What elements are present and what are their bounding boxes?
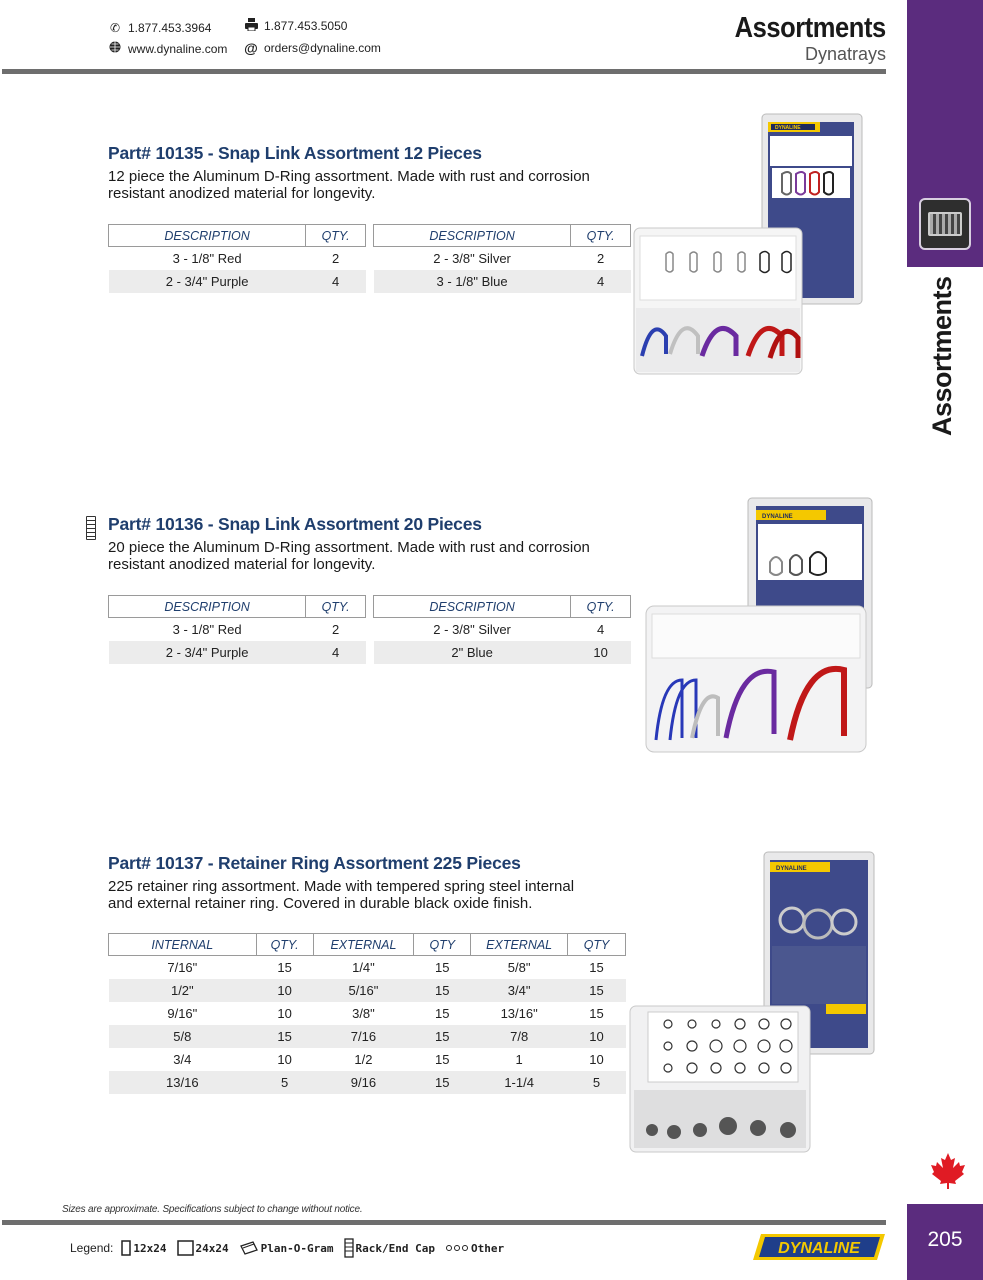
table-cell: 4 bbox=[306, 641, 366, 664]
dynaline-logo bbox=[753, 1234, 885, 1260]
table-header-row bbox=[374, 596, 631, 618]
rack-end-cap-icon bbox=[86, 516, 96, 540]
table-cell: 3 - 1/8" Red bbox=[172, 250, 242, 266]
part-description-10135 bbox=[108, 168, 648, 202]
table-header-row bbox=[109, 596, 366, 618]
disclaimer: Sizes are approximate. Specifications subject to change without notice. bbox=[62, 1204, 363, 1215]
table-row bbox=[109, 979, 626, 1002]
table-cell: 15 bbox=[568, 979, 626, 1002]
table-cell: 1-1/4 bbox=[471, 1071, 568, 1094]
tray-icon bbox=[919, 198, 971, 250]
table-cell: 15 bbox=[435, 959, 450, 975]
table-row bbox=[109, 1048, 626, 1071]
table-cell: 15 bbox=[435, 1051, 450, 1067]
maple-leaf-icon bbox=[931, 1153, 965, 1189]
fax-icon bbox=[244, 18, 258, 34]
table-cell: 2 - 3/4" Purple bbox=[109, 270, 306, 293]
footer-divider bbox=[2, 1220, 886, 1225]
svg-text:DYNALINE: DYNALINE bbox=[778, 1240, 860, 1257]
table-row bbox=[109, 247, 366, 270]
table-header-row bbox=[374, 225, 631, 247]
column-header: QTY bbox=[568, 934, 626, 956]
page-number: 205 bbox=[927, 1228, 963, 1251]
table-cell: 3/4" bbox=[471, 979, 568, 1002]
fax-contact bbox=[244, 18, 347, 34]
table-cell: 2 - 3/8" Silver bbox=[433, 621, 511, 637]
table-cell: 5 bbox=[568, 1071, 626, 1094]
column-header: DESCRIPTION bbox=[109, 596, 306, 618]
product-image-10136 bbox=[640, 488, 876, 756]
legend-label: Legend: bbox=[70, 1241, 114, 1255]
contents-table-10135-left bbox=[108, 224, 366, 293]
legend-item-label: 12x24 bbox=[133, 1241, 167, 1255]
table-cell: 2 - 3/8" Silver bbox=[433, 250, 511, 266]
plan-o-gram-icon bbox=[239, 1241, 259, 1255]
description-line: resistant anodized material for longevity. bbox=[108, 556, 376, 573]
table-cell: 15 bbox=[589, 959, 604, 975]
table-cell: 10 bbox=[571, 641, 631, 664]
fax-number: 1.877.453.5050 bbox=[264, 19, 348, 33]
column-header: QTY bbox=[414, 934, 471, 956]
column-header: DESCRIPTION bbox=[374, 225, 571, 247]
email-link[interactable]: orders@dynaline.com bbox=[264, 41, 381, 55]
table-cell: 2 - 3/4" Purple bbox=[109, 641, 306, 664]
table-cell: 5/16" bbox=[313, 979, 414, 1002]
table-cell: 13/16 bbox=[109, 1071, 257, 1094]
table-cell: 1/4" bbox=[352, 959, 375, 975]
legend-item-rack-end-cap bbox=[344, 1238, 435, 1258]
table-cell: 7/8 bbox=[471, 1025, 568, 1048]
table-cell: 9/16 bbox=[313, 1071, 414, 1094]
table-cell: 9/16" bbox=[167, 1005, 198, 1021]
product-image-10137 bbox=[628, 850, 878, 1156]
part-description-10137 bbox=[108, 878, 648, 912]
table-cell: 5 bbox=[256, 1071, 313, 1094]
website-link[interactable]: www.dynaline.com bbox=[128, 41, 228, 56]
contents-table-10137 bbox=[108, 933, 626, 1094]
table-cell: 1 bbox=[515, 1051, 523, 1067]
table-row bbox=[109, 956, 626, 979]
product-image-10135 bbox=[630, 108, 870, 380]
table-row bbox=[374, 247, 631, 270]
legend-item-label: 24x24 bbox=[195, 1241, 229, 1255]
table-cell: 5/8 bbox=[109, 1025, 257, 1048]
phone-icon: ✆ bbox=[109, 21, 121, 35]
table-cell: 7/16 bbox=[313, 1025, 414, 1048]
table-cell: 13/16" bbox=[500, 1005, 538, 1021]
phone-contact bbox=[108, 21, 211, 35]
table-row bbox=[109, 1002, 626, 1025]
table-cell: 15 bbox=[414, 1071, 471, 1094]
table-cell: 3/8" bbox=[352, 1005, 375, 1021]
svg-text:DYNALINE: DYNALINE bbox=[775, 125, 801, 131]
table-cell: 3 - 1/8" Blue bbox=[374, 270, 571, 293]
column-header: QTY. bbox=[306, 596, 366, 618]
table-cell: 10 bbox=[589, 1051, 604, 1067]
table-cell: 15 bbox=[435, 1005, 450, 1021]
legend-item-label: Plan-O-Gram bbox=[260, 1241, 334, 1255]
table-row bbox=[109, 618, 366, 641]
legend-item-other bbox=[445, 1242, 504, 1255]
table-row bbox=[109, 641, 366, 664]
table-cell: 10 bbox=[277, 1051, 292, 1067]
table-cell: 5/8" bbox=[507, 959, 531, 975]
phone-number: 1.877.453.3964 bbox=[128, 21, 212, 35]
column-header: QTY. bbox=[256, 934, 313, 956]
part-title-10135: Part# 10135 - Snap Link Assortment 12 Pieces bbox=[108, 143, 482, 163]
table-cell: 3/4 bbox=[173, 1051, 192, 1067]
description-line: resistant anodized material for longevity. bbox=[108, 185, 376, 202]
table-header-row bbox=[109, 934, 626, 956]
at-icon: @ bbox=[244, 40, 258, 56]
box-24x24-icon bbox=[177, 1240, 194, 1256]
legend-item-12x24 bbox=[121, 1240, 166, 1256]
table-cell: 10 bbox=[277, 1005, 292, 1021]
rack-end-cap-icon bbox=[344, 1238, 354, 1258]
column-header: DESCRIPTION bbox=[374, 596, 571, 618]
table-row bbox=[109, 270, 366, 293]
table-cell: 4 bbox=[306, 270, 366, 293]
header-divider bbox=[2, 69, 886, 74]
column-header: QTY. bbox=[571, 596, 631, 618]
table-cell: 4 bbox=[596, 621, 605, 637]
email-contact[interactable] bbox=[244, 40, 381, 56]
table-cell: 10 bbox=[256, 979, 313, 1002]
table-cell: 15 bbox=[414, 979, 471, 1002]
part-title-10136: Part# 10136 - Snap Link Assortment 20 Pieces bbox=[108, 514, 482, 534]
table-cell: 15 bbox=[414, 1025, 471, 1048]
table-row bbox=[109, 1071, 626, 1094]
website-contact[interactable] bbox=[108, 41, 227, 56]
table-row bbox=[374, 618, 631, 641]
page-title: Assortments bbox=[734, 12, 886, 44]
description-line: 225 retainer ring assortment. Made with tempered spring steel internal bbox=[108, 878, 575, 895]
column-header: INTERNAL bbox=[109, 934, 257, 956]
column-header: DESCRIPTION bbox=[109, 225, 306, 247]
table-cell: 3 - 1/8" Red bbox=[172, 621, 242, 637]
table-row bbox=[374, 641, 631, 664]
part-description-10136 bbox=[108, 539, 648, 573]
svg-text:DYNALINE: DYNALINE bbox=[762, 514, 793, 520]
legend-item-label: Rack/End Cap bbox=[355, 1241, 435, 1255]
table-cell: 1/2 bbox=[354, 1051, 373, 1067]
table-cell: 10 bbox=[568, 1025, 626, 1048]
column-header: EXTERNAL bbox=[471, 934, 568, 956]
table-row bbox=[374, 270, 631, 293]
legend bbox=[70, 1238, 510, 1258]
table-cell: 2" Blue bbox=[374, 641, 571, 664]
description-line: 12 piece the Aluminum D-Ring assortment. Made with rust and corrosion bbox=[108, 168, 590, 185]
table-cell: 4 bbox=[571, 270, 631, 293]
column-header: EXTERNAL bbox=[313, 934, 414, 956]
legend-item-plan-o-gram bbox=[239, 1241, 334, 1255]
column-header: QTY. bbox=[571, 225, 631, 247]
description-line: 20 piece the Aluminum D-Ring assortment. Made with rust and corrosion bbox=[108, 539, 590, 556]
table-cell: 2 bbox=[331, 250, 340, 266]
other-dots-icon bbox=[445, 1244, 469, 1252]
globe-icon bbox=[108, 41, 122, 56]
contents-table-10136-right bbox=[373, 595, 631, 664]
table-cell: 7/16" bbox=[167, 959, 198, 975]
table-cell: 15 bbox=[589, 1005, 604, 1021]
table-cell: 1/2" bbox=[109, 979, 257, 1002]
legend-item-24x24 bbox=[177, 1240, 229, 1256]
description-line: and external retainer ring. Covered in durable black oxide finish. bbox=[108, 895, 533, 912]
column-header: QTY. bbox=[306, 225, 366, 247]
table-row bbox=[109, 1025, 626, 1048]
part-title-10137: Part# 10137 - Retainer Ring Assortment 225 Pieces bbox=[108, 853, 521, 873]
box-12x24-icon bbox=[121, 1240, 131, 1256]
legend-item-label: Other bbox=[470, 1241, 505, 1255]
table-cell: 15 bbox=[256, 1025, 313, 1048]
contents-table-10136-left bbox=[108, 595, 366, 664]
page-subtitle: Dynatrays bbox=[804, 44, 886, 64]
svg-text:DYNALINE: DYNALINE bbox=[776, 866, 807, 872]
contents-table-10135-right bbox=[373, 224, 631, 293]
table-cell: 2 bbox=[331, 621, 340, 637]
side-tab-label: Assortments bbox=[927, 276, 957, 436]
table-cell: 2 bbox=[596, 250, 605, 266]
table-header-row bbox=[109, 225, 366, 247]
table-cell: 15 bbox=[277, 959, 292, 975]
